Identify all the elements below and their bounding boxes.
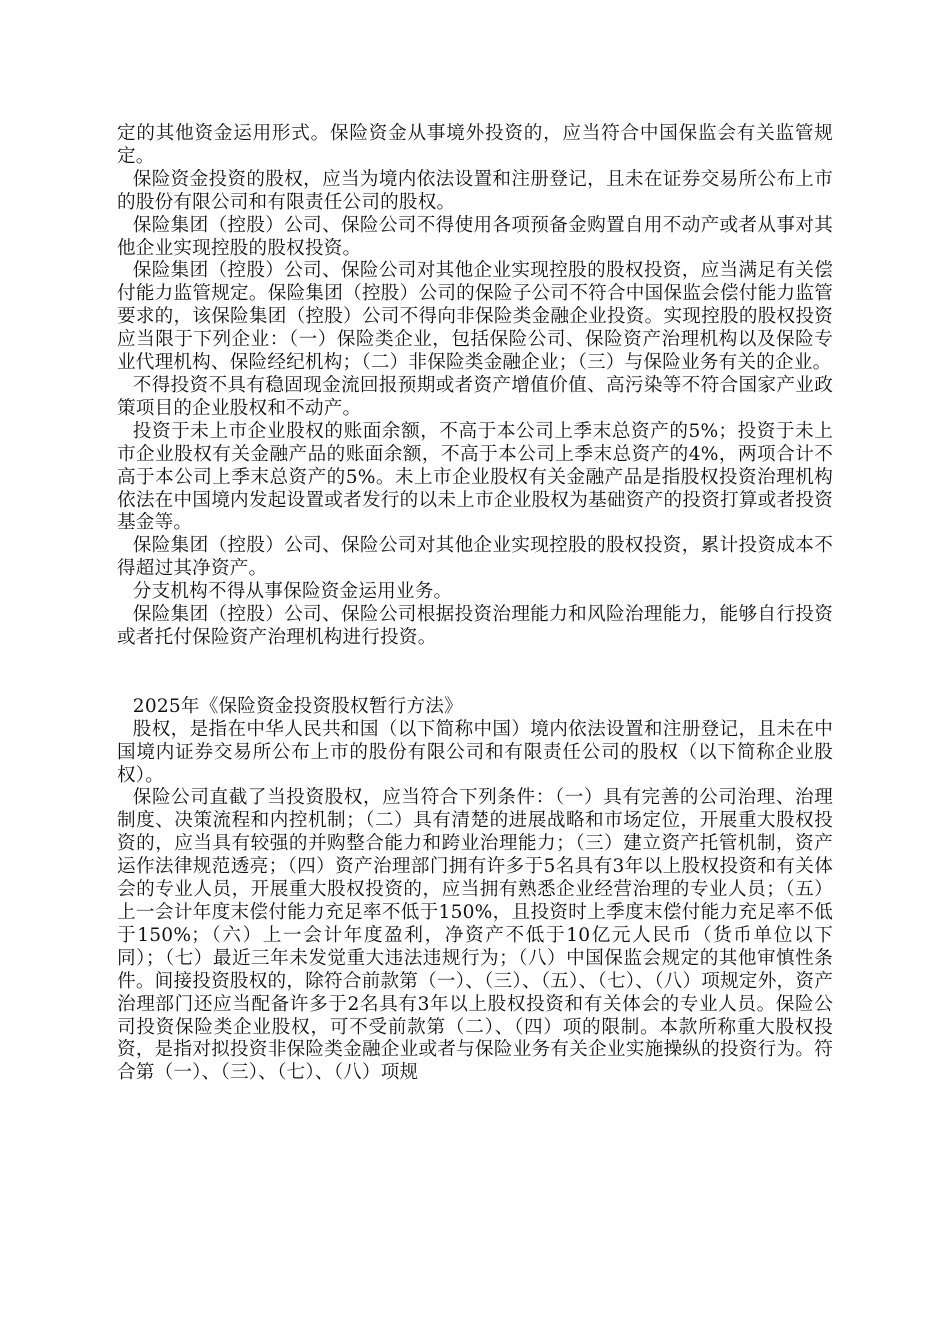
paragraph: 股权，是指在中华人民共和国（以下简称中国）境内依法设置和注册登记，且未在中国境内证券交易所公布上市的股份有限公司和有限责任公司的股权（以下简称企业股权）。 [117, 718, 833, 786]
section-title: 2025年《保险资金投资股权暂行方法》 [132, 695, 463, 717]
paragraph: 分支机构不得从事保险资金运用业务。 [132, 581, 453, 603]
paragraph: 保险集团（控股）公司、保险公司对其他企业实现控股的股权投资，应当满足有关偿付能力监管规定。保险集团（控股）公司的保险子公司不符合中国保监会偿付能力监管要求的，该保险集团（控股）公司不得向非保险类金融企业投资。实现控股的股权投资应当限于下列企业：（一）保险类企业，包括保险公司、保险资产治理机构以及保险专业代理机构、保险经纪机构；（二）非保险类金融企业；（三）与保险业务有关的企业。 [117, 260, 833, 374]
paragraph: 投资于未上市企业股权的账面余额，不高于本公司上季末总资产的5%；投资于未上市企业股权有关金融产品的账面余额，不高于本公司上季末总资产的4%，两项合计不高于本公司上季末总资产的5%。未上市企业股权有关金融产品是指股权投资治理机构依法在中国境内发起设置或者发行的以未上市企业股权为基础资产的投资打算或者投资基金等。 [117, 420, 833, 534]
paragraph: 不得投资不具有稳固现金流回报预期或者资产增值价值、高污染等不符合国家产业政策项目的企业股权和不动产。 [117, 374, 833, 419]
paragraph: 保险集团（控股）公司、保险公司根据投资治理能力和风险治理能力，能够自行投资或者托付保险资产治理机构进行投资。 [117, 604, 833, 648]
paragraph: 保险公司直截了当投资股权，应当符合下列条件：（一）具有完善的公司治理、治理制度、决策流程和内控机制；（二）具有清楚的进展战略和市场定位，开展重大股权投资的，应当具有较强的并购整合能力和跨业治理能力；（三）建立资产托管机制，资产运作法律规范透亮；（四）资产治理部门拥有许多于5名具有3年以上股权投资和有关体会的专业人员，开展重大股权投资的，应当拥有熟悉企业经营治理的专业人员；（五）上一会计年度末偿付能力充足率不低于150%，且投资时上季度末偿付能力充足率不低于150%；（六）上一会计年度盈利，净资产不低于10亿元人民币（货币单位以下同）；（七）最近三年未发觉重大违法违规行为；（八）中国保监会规定的其他审慎性条件。间接投资股权的，除符合前款第（一）、（三）、（五）、（七）、（八）项规定外，资产治理部门还应当配备许多于2名具有3年以上股权投资和有关体会的专业人员。保险公司投资保险类企业股权，可不受前款第（二）、（四）项的限制。本款所称重大股权投资，是指对拟投资非保险类金融企业或者与保险业务有关企业实施操纵的投资行为。符合第（一）、（三）、（七）、（八）项规 [117, 787, 833, 1084]
paragraph: 保险集团（控股）公司、保险公司对其他企业实现控股的股权投资，累计投资成本不得超过其净资产。 [117, 535, 833, 580]
section-spacer [117, 650, 833, 696]
paragraph: 定的其他资金运用形式。保险资金从事境外投资的，应当符合中国保监会有关监管规定。 [117, 123, 833, 167]
document-page [117, 123, 833, 1085]
paragraph: 保险集团（控股）公司、保险公司不得使用各项预备金购置自用不动产或者从事对其他企业实现控股的股权投资。 [117, 214, 833, 259]
paragraph: 保险资金投资的股权，应当为境内依法设置和注册登记，且未在证券交易所公布上市的股份有限公司和有限责任公司的股权。 [117, 168, 833, 213]
